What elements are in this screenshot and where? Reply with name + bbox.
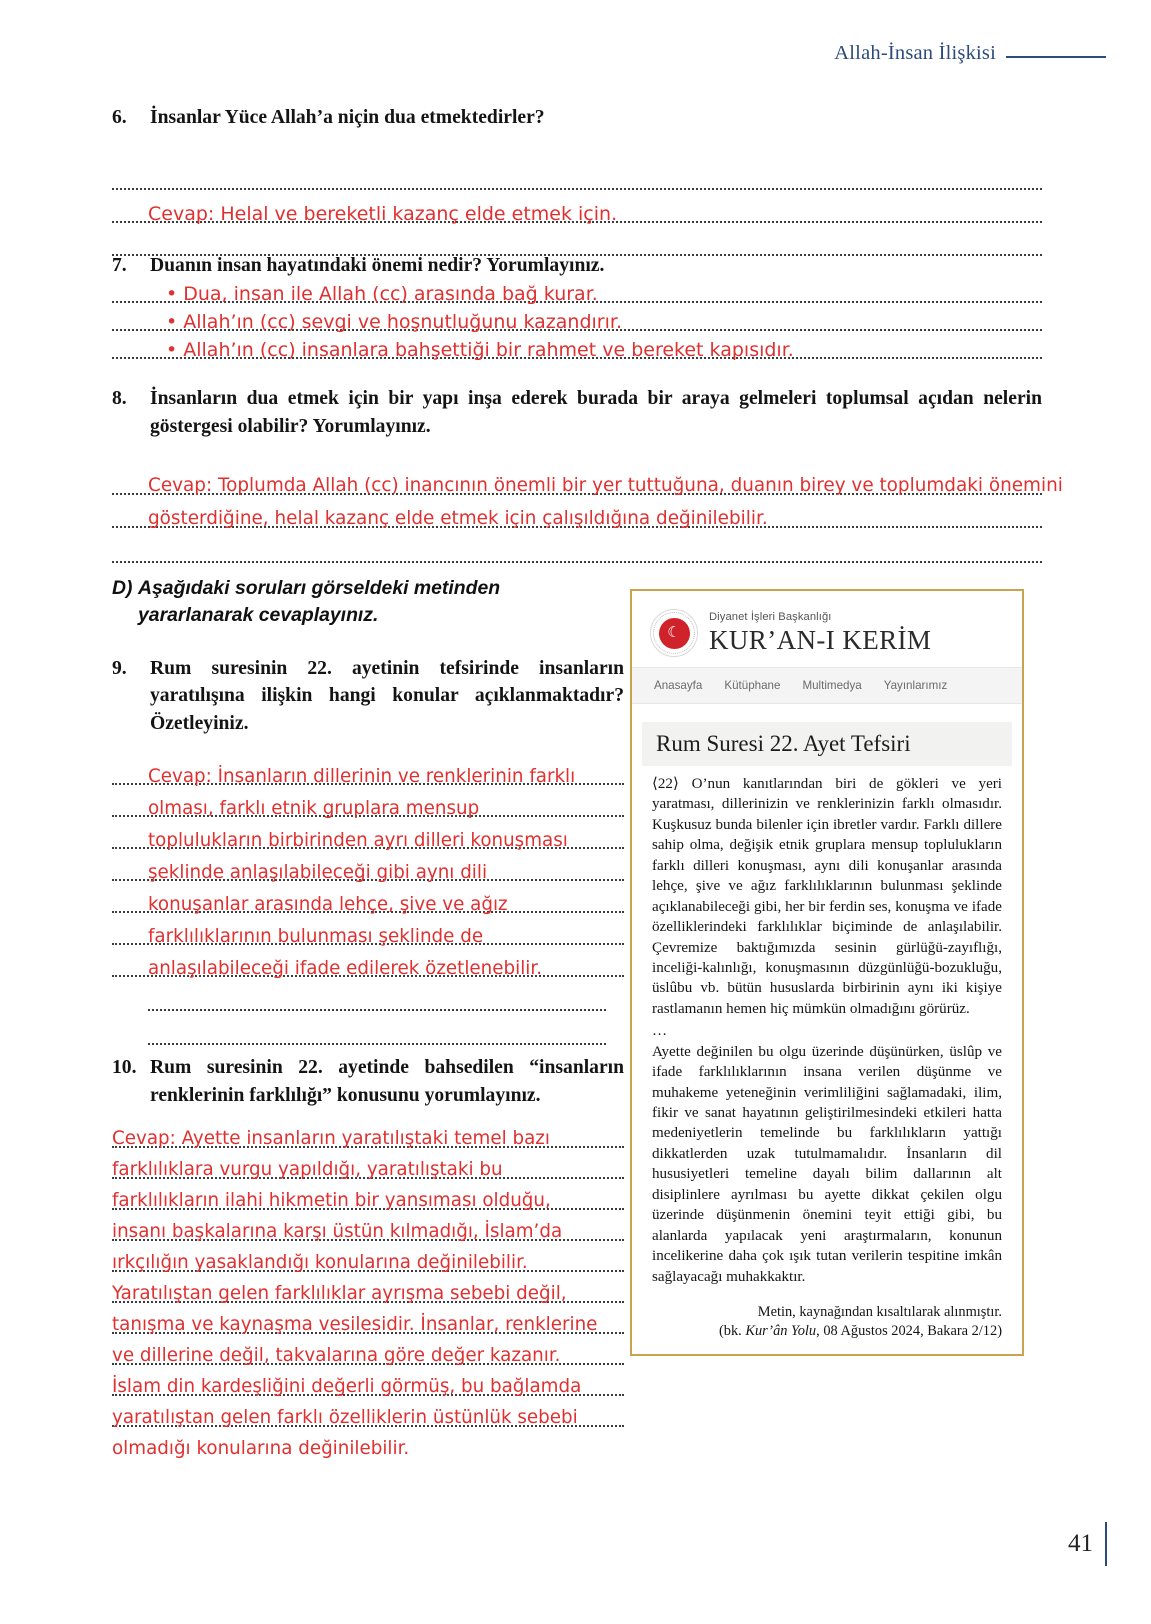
answer-line-text: farklılıklarının bulunması şeklinde de <box>148 925 484 947</box>
answer-line[interactable] <box>112 531 1042 566</box>
question-6-number: 6. <box>112 107 127 128</box>
question-9-text: Rum suresinin 22. ayetinin tefsirinde insanların yaratılışına ilişkin hangi konular açıklanmaktadır? Özetleyiniz. <box>150 657 624 735</box>
source-line-1: Metin, kaynağından kısaltılarak alınmıştır. <box>757 1303 1002 1320</box>
site-header <box>632 591 1022 667</box>
website-screenshot-panel <box>630 589 1024 1356</box>
answer-line[interactable] <box>112 948 624 980</box>
source-line-2 <box>652 1322 1002 1341</box>
running-header-rule <box>1006 56 1106 58</box>
answer-line[interactable] <box>112 306 1042 334</box>
question-10-text: Rum suresinin 22. ayetinde bahsedilen “insanların renklerinin farklılığı” konusunu yorumlayınız. <box>150 1056 624 1106</box>
section-d-text: Aşağıdaki soruları görseldeki metinden yararlanarak cevaplayınız. <box>138 577 501 626</box>
answer-line[interactable] <box>112 1182 624 1213</box>
answer-line[interactable] <box>112 1306 624 1337</box>
answer-line-text: anlaşılabileceği ifade edilerek özetlenebilir. <box>148 957 543 979</box>
source-title-italic: Kur’ân Yolu <box>745 1323 817 1340</box>
left-column <box>112 575 624 1461</box>
answer-line[interactable] <box>112 980 624 1014</box>
dotted-rule <box>112 561 1042 563</box>
dotted-rule <box>148 1009 606 1011</box>
answer-line[interactable] <box>112 1337 624 1368</box>
answer-line-text: • Dua, insan ile Allah (cc) arasında bağ kurar. <box>166 282 598 305</box>
answer-line[interactable] <box>112 1244 624 1275</box>
answer-line-text: • Allah’ın (cc) sevgi ve hoşnutluğunu kazandırır. <box>166 310 622 333</box>
site-title: KUR’AN-I KERİM <box>709 624 932 655</box>
logo-emblem: ☾ <box>659 618 690 649</box>
question-8-number: 8. <box>112 388 127 409</box>
right-column <box>630 589 1024 1356</box>
answer-line[interactable] <box>112 1368 624 1399</box>
question-8 <box>112 385 1042 441</box>
page-footer <box>1068 1522 1107 1566</box>
diyanet-logo-icon <box>650 609 698 657</box>
source-suffix: , 08 Ağustos 2024, Bakara 2/12) <box>816 1323 1002 1340</box>
running-header <box>834 42 1106 65</box>
question-7-answer[interactable] <box>112 278 1042 362</box>
question-9-answer[interactable] <box>112 756 624 1048</box>
article-title: Rum Suresi 22. Ayet Tefsiri <box>642 722 1012 766</box>
answer-line[interactable] <box>112 788 624 820</box>
question-10 <box>112 1054 624 1110</box>
question-7-number: 7. <box>112 255 127 276</box>
answer-line-text: İslam din kardeşliğini değerli görmüş, bu bağlamda <box>112 1376 582 1398</box>
answer-line-text: olması, farklı etnik gruplara mensup <box>148 797 480 819</box>
section-d-heading <box>112 575 617 629</box>
answer-line[interactable] <box>112 756 624 788</box>
section-d-label: D) <box>112 577 133 599</box>
question-8-text: İnsanların dua etmek için bir yapı inşa ederek burada bir araya gelmeleri toplumsal açıdan nelerin göstergesi olabilir? Yorumlayınız. <box>150 388 1042 437</box>
question-7-text: Duanın insan hayatındaki önemi nedir? Yorumlayınız. <box>150 255 605 276</box>
answer-line-text: toplulukların birbirinden ayrı dilleri konuşması <box>148 829 568 851</box>
answer-line[interactable] <box>112 1275 624 1306</box>
question-9 <box>112 655 624 738</box>
answer-line[interactable] <box>112 1430 624 1461</box>
nav-item-anasayfa[interactable]: Anasayfa <box>654 679 703 692</box>
answer-line-text: Yaratılıştan gelen farklılıklar ayrışma sebebi değil, <box>112 1283 567 1305</box>
answer-line-text: Cevap: İnsanların dillerinin ve renklerinin farklı <box>148 765 576 787</box>
answer-line[interactable] <box>112 884 624 916</box>
article-ellipsis: … <box>652 1023 668 1040</box>
answer-line-text: şeklinde anlaşılabileceği gibi aynı dili <box>148 861 488 883</box>
question-8-block <box>112 385 1063 566</box>
source-prefix: (bk. <box>718 1323 746 1340</box>
dotted-rule <box>148 1043 606 1045</box>
answer-line[interactable] <box>112 160 1042 193</box>
nav-item-kutuphane[interactable]: Kütüphane <box>724 679 781 692</box>
site-nav[interactable] <box>632 667 1022 704</box>
answer-line[interactable] <box>112 278 1042 306</box>
article-body <box>632 766 1022 1287</box>
answer-line[interactable] <box>112 465 1063 498</box>
site-subtitle: Diyanet İşleri Başkanlığı <box>709 611 832 624</box>
question-6-text: İnsanlar Yüce Allah’a niçin dua etmektedirler? <box>150 107 545 128</box>
answer-line-text: Cevap: Ayette insanların yaratılıştaki temel bazı <box>112 1128 550 1150</box>
question-7-block <box>112 252 1042 362</box>
answer-line[interactable] <box>112 916 624 948</box>
question-10-answer[interactable] <box>112 1120 624 1461</box>
answer-line[interactable] <box>112 820 624 852</box>
answer-line[interactable] <box>112 1151 624 1182</box>
page-number: 41 <box>1068 1530 1093 1557</box>
answer-line[interactable] <box>112 193 1042 226</box>
answer-line-text: Cevap: Helal ve bereketli kazanç elde etmek için. <box>148 202 618 225</box>
nav-item-yayinlarimiz[interactable]: Yayınlarımız <box>883 679 948 692</box>
footer-rule <box>1105 1522 1107 1566</box>
logo-ring <box>653 612 695 654</box>
answer-line-text: konuşanlar arasında lehçe, şive ve ağız <box>148 893 508 915</box>
site-title-group <box>709 612 931 653</box>
question-7 <box>112 252 1042 280</box>
answer-line-text: farklılıklara vurgu yapıldığı, yaratılıştaki bu <box>112 1159 503 1181</box>
answer-line-text: ırkçılığın yasaklandığı konularına değinilebilir. <box>112 1252 528 1274</box>
answer-line[interactable] <box>112 852 624 884</box>
dotted-rule <box>112 188 1042 190</box>
answer-line-text: Cevap: Toplumda Allah (cc) inancının önemli bir yer tuttuğuna, duanın birey ve toplumdaki önemini <box>148 475 1063 497</box>
answer-line-text: insanı başkalarına karşı üstün kılmadığı, İslam’da <box>112 1221 563 1243</box>
answer-line[interactable] <box>112 334 1042 362</box>
answer-line[interactable] <box>112 1213 624 1244</box>
answer-line-text: olmadığı konularına değinilebilir. <box>112 1438 410 1460</box>
article-source <box>632 1287 1022 1344</box>
answer-line[interactable] <box>112 498 1042 531</box>
answer-line-text: • Allah’ın (cc) insanlara bahşettiği bir rahmet ve bereket kapısıdır. <box>166 338 794 361</box>
running-header-title: Allah-İnsan İlişkisi <box>834 42 996 64</box>
question-6 <box>112 104 1042 132</box>
question-9-number: 9. <box>112 657 127 679</box>
answer-line-text: farklılıkların ilahi hikmetin bir yansıması olduğu, <box>112 1190 551 1212</box>
answer-line[interactable] <box>112 1014 624 1048</box>
answer-line-text: tanışma ve kaynaşma vesilesidir. İnsanlar, renklerine <box>112 1314 598 1336</box>
article-paragraph-2: Ayette değinilen bu olgu üzerinde düşünürken, üslûp ve ifade farklılıklarının insana verilen düşünme ve muhakeme yeteneğinin verimliliğini sağlamadaki, ilim, fikir ve sanat hayatının geliştirilmesindeki etkileri hatta medeniyetlerin temelinde bu farklılıkların yattığı dikkatlerden uzak tutulmamalıdır. İnsanların dil hususiyetleri temeline dayalı bilim dallarının alt disiplinlere ayrılması bu ayette dikkat çekilen olgu üzerinde düşünmenin önemini teyit ettiği gibi, bu alanlarda yapılacak yeni araştırmaların, konunun incelikerine daha çok ışık tutan verilerin tespitine imkân sağlayacağı muhakkaktır. <box>652 1043 1002 1285</box>
answer-line[interactable] <box>112 1399 624 1430</box>
question-6-answer[interactable] <box>112 160 1042 259</box>
answer-line[interactable] <box>112 1120 624 1151</box>
nav-item-multimedya[interactable]: Multimedya <box>802 679 862 692</box>
article-paragraph-1: ⟨22⟩ O’nun kanıtlarından biri de gökleri ve yeri yaratması, dillerinizin ve renklerinizin farklı olmasıdır. Kuşkusuz bunda bilenler için ibretler vardır. Farklı dillere sahip olma, değişik etnik gruplara mensup toplulukların farklı dilleri konuşması, aynı dili konuşanlar arasında lehçe, şive ve ağız farklılıklarının bulunması şeklinde açıklanabileceği gibi, her bir ferdin ses, konuşma ve ifade özelliklerindeki farklılıklar biçiminde de anlaşılabilir. Çevremize baktığımızda sesinin gürlüğü-zayıflığı, inceliği-kalınlığı, konuşmasının düzgünlüğü-bozukluğu, üslûbu vb. bütün hususlarda birbirinin aynı iki kişiye rastlamanın hemen hiç mümkün olmadığını görürüz. <box>652 776 1002 1017</box>
question-10-number: 10. <box>112 1056 137 1078</box>
answer-line-text: yaratılıştan gelen farklı özelliklerin üstünlük sebebi <box>112 1407 578 1429</box>
answer-line-text: ve dillerine değil, takvalarına göre değer kazanır. <box>112 1345 561 1367</box>
question-6-block <box>112 104 1042 259</box>
answer-line-text: gösterdiğine, helal kazanç elde etmek için çalışıldığına değinilebilir. <box>148 508 768 530</box>
question-8-answer[interactable] <box>112 465 1063 566</box>
